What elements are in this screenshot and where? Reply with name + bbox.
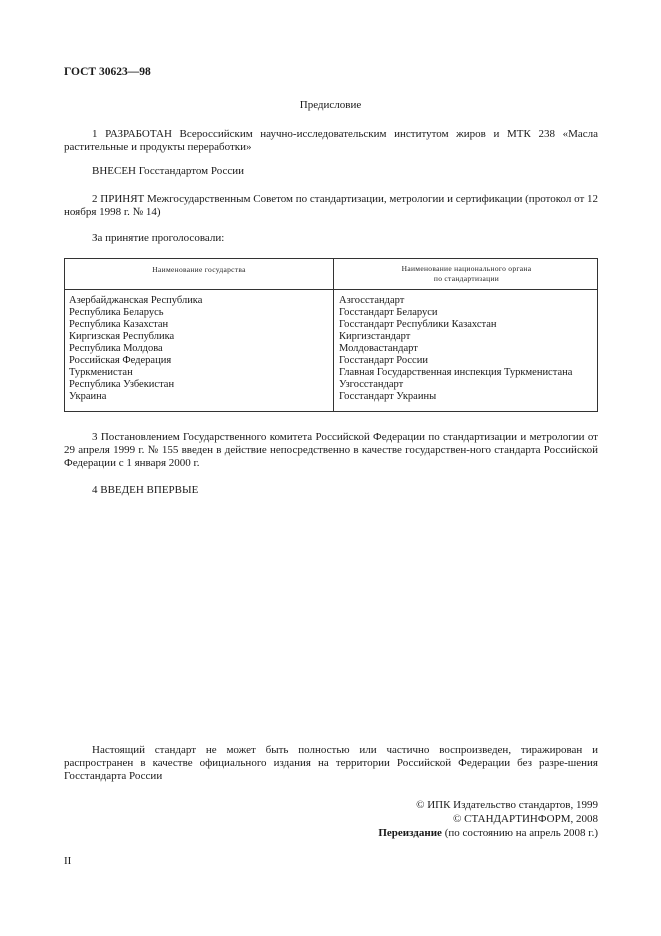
section-1-introduced: ВНЕСЕН Госстандартом России [92, 165, 245, 177]
preface-title: Предисловие [299, 99, 362, 111]
table-row-state: Республика Молдова [69, 343, 163, 354]
section-1-developed: 1 РАЗРАБОТАН Всероссийским научно-исследовательским институтом жиров и МТК 238 «Масла растительные и продукты переработки» [64, 128, 598, 153]
table-header-state: Наименование государства [152, 265, 246, 274]
section-3-enactment: 3 Постановлением Государственного комитета Российской Федерации по стандартизации и метрологии от 29 апреля 1999 г. № 155 введен в действие непосредственно в качестве государствен-ного стандарта Российской Федерации с 1 января 2000 г. [64, 431, 598, 469]
document-code: ГОСТ 30623—98 [64, 66, 151, 78]
table-row-body: Азгосстандарт [339, 295, 405, 306]
table-row-body: Госстандарт Украины [339, 391, 437, 402]
section-4-first-introduced: 4 ВВЕДЕН ВПЕРВЫЕ [92, 484, 199, 496]
table-header-body [334, 264, 599, 284]
table-row-state: Туркменистан [69, 367, 133, 378]
table-row-body: Госстандарт Беларуси [339, 307, 438, 318]
table-row-body: Молдовастандарт [339, 343, 418, 354]
voted-label: За принятие проголосовали: [92, 232, 225, 244]
table-header-divider [65, 289, 597, 290]
copyright-standartinform: © СТАНДАРТИНФОРМ, 2008 [453, 813, 598, 825]
table-row-state: Киргизская Республика [69, 331, 175, 342]
states-column [69, 295, 202, 403]
page-number: II [64, 855, 72, 867]
reproduction-notice: Настоящий стандарт не может быть полностью или частично воспроизведен, тиражирован и распространен в качестве официального издания на территории Российской Федерации без разре-шения Госстандарта России [64, 744, 598, 782]
table-row-state: Российская Федерация [69, 355, 172, 366]
reissue-date: (по состоянию на апрель 2008 г.) [441, 827, 598, 839]
table-row-state: Республика Беларусь [69, 307, 164, 318]
table-row-state: Украина [69, 391, 107, 402]
table-row-body: Главная Государственная инспекция Туркменистана [339, 367, 573, 378]
reissue-note [378, 827, 598, 840]
section-2-adopted: 2 ПРИНЯТ Межгосударственным Советом по стандартизации, метрологии и сертификации (протокол от 12 ноября 1998 г. № 14) [64, 193, 598, 218]
bodies-column [339, 295, 572, 403]
table-row-body: Госстандарт Республики Казахстан [339, 319, 497, 330]
table-header-body-line1: Наименование национального органа [401, 264, 532, 273]
voting-table [64, 258, 598, 412]
table-header-body-line2: по стандартизации [433, 274, 500, 283]
copyright-ipk: © ИПК Издательство стандартов, 1999 [416, 799, 598, 811]
table-row-state: Республика Казахстан [69, 319, 169, 330]
table-row-state: Азербайджанская Республика [69, 295, 203, 306]
table-row-state: Республика Узбекистан [69, 379, 175, 390]
table-row-body: Госстандарт России [339, 355, 428, 366]
table-row-body: Узгосстандарт [339, 379, 404, 390]
reissue-label: Переиздание [378, 827, 442, 839]
table-row-body: Киргизстандарт [339, 331, 411, 342]
